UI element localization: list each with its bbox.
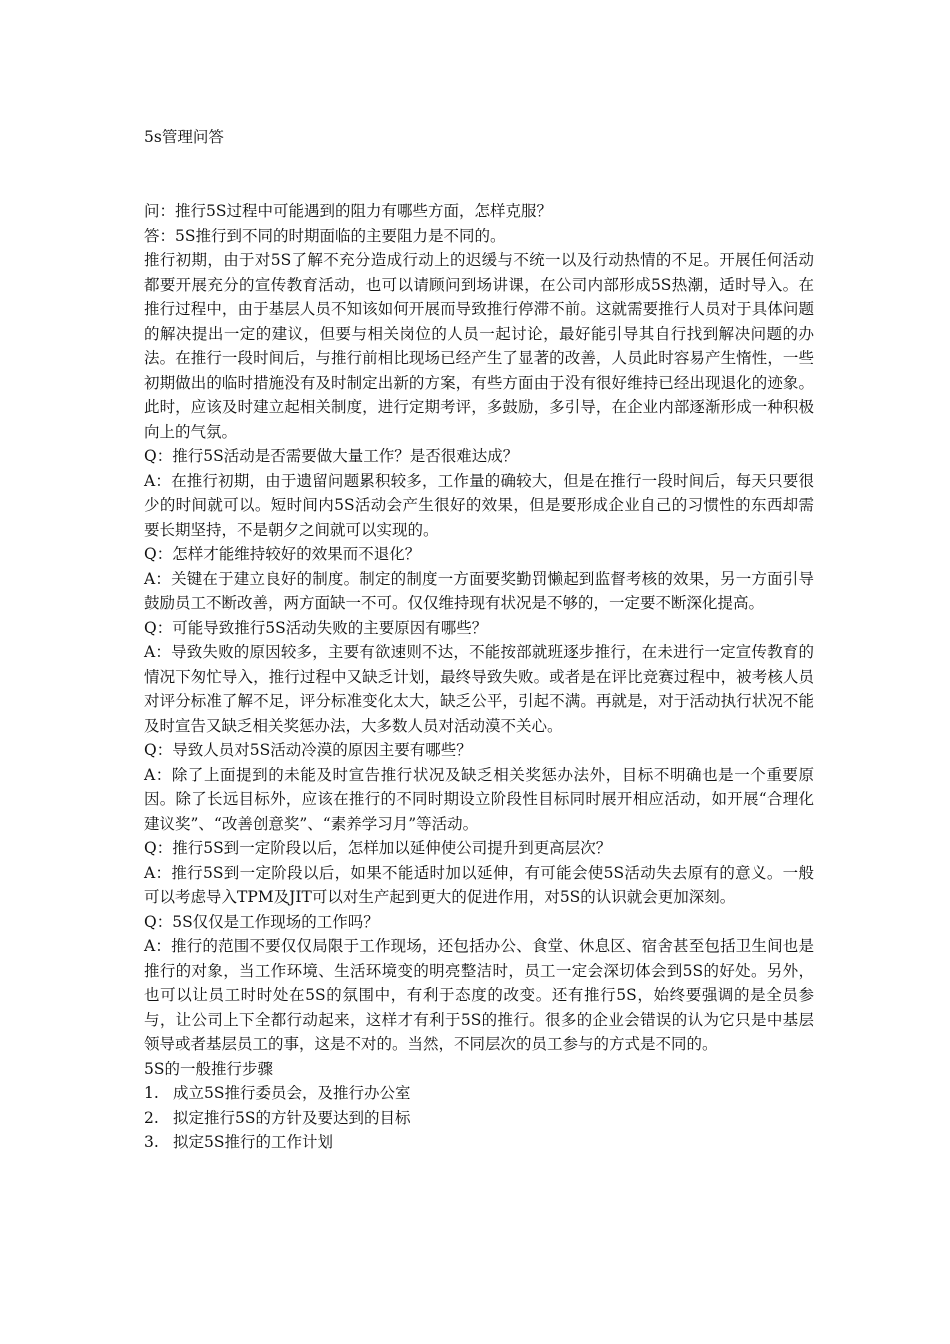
answer-paragraph: 推行初期，由于对5S了解不充分造成行动上的迟缓与不统一以及行动热情的不足。开展任何活动都要开展充分的宣传教育活动，也可以请顾问到场讲课，在公司内部形成5S热潮，适时导入。在推行过程中，由于基层人员不知该如何开展而导致推行停滞不前。这就需要推行人员对于具体问题的解决提出一定的建议，但要与相关岗位的人员一起讨论，最好能引导其自行找到解决问题的办法。在推行一段时间后，与推行前相比现场已经产生了显著的改善，人员此时容易产生惰性，一些初期做出的临时措施没有及时制定出新的方案，有些方面由于没有很好维持已经出现退化的迹象。此时，应该及时建立起相关制度，进行定期考评，多鼓励，多引导，在企业内部逐渐形成一种积极向上的气氛。 [144,251,814,441]
answer-paragraph: A：在推行初期，由于遗留问题累积较多，工作量的确较大，但是在推行一段时间后，每天只要很少的时间就可以。短时间内5S活动会产生很好的效果，但是要形成企业自己的习惯性的东西却需要长期坚持，不是朝夕之间就可以实现的。 [144,471,814,539]
steps-list [144,1081,814,1155]
step-item [144,1081,814,1106]
step-number: 2. [144,1108,159,1127]
question-paragraph: Q：怎样才能维持较好的效果而不退化？ [144,545,421,563]
question-paragraph: Q：可能导致推行5S活动失败的主要原因有哪些？ [144,618,488,637]
step-text: 成立5S推行委员会，及推行办公室 [173,1084,411,1102]
step-text: 拟定5S推行的工作计划 [173,1133,333,1151]
answer-paragraph: A：除了上面提到的未能及时宣告推行状况及缺乏相关奖惩办法外，目标不明确也是一个重要原因。除了长远目标外，应该在推行的不同时期设立阶段性目标同时展开相应活动，如开展“合理化建议奖”、“改善创意奖”、“素养学习月”等活动。 [144,765,814,833]
section-heading: 5S的一般推行步骤 [144,1059,273,1078]
question-paragraph: Q：5S仅仅是工作现场的工作吗？ [144,912,379,931]
question-paragraph: Q：推行5S活动是否需要做大量工作？是否很难达成？ [144,447,519,465]
answer-paragraph: A：推行5S到一定阶段以后，如果不能适时加以延伸，有可能会使5S活动失去原有的意义。一般可以考虑导入TPM及JIT可以对生产起到更大的促进作用，对5S的认识就会更加深刻。 [144,863,814,906]
question-paragraph: Q：导致人员对5S活动冷漠的原因主要有哪些？ [144,741,472,759]
document-title: 5s管理问答 [144,128,224,146]
document-body [144,199,814,1155]
question-paragraph: Q：推行5S到一定阶段以后，怎样加以延伸使公司提升到更高层次？ [144,839,612,857]
answer-paragraph: 答：5S推行到不同的时期面临的主要阻力是不同的。 [144,226,506,245]
step-text: 拟定推行5S的方针及要达到的目标 [173,1108,411,1127]
step-number: 1. [144,1084,159,1102]
answer-paragraph: A：关键在于建立良好的制度。制定的制度一方面要奖勤罚懒起到监督考核的效果，另一方面引导鼓励员工不断改善，两方面缺一不可。仅仅维持现有状况是不够的，一定要不断深化提高。 [144,569,814,612]
step-number: 3. [144,1133,159,1151]
step-item [144,1130,814,1155]
answer-paragraph: A：推行的范围不要仅仅局限于工作现场，还包括办公、食堂、休息区、宿舍甚至包括卫生间也是推行的对象，当工作环境、生活环境变的明亮整洁时，员工一定会深切体会到5S的好处。另外，也可以让员工时时处在5S的氛围中，有利于态度的改变。还有推行5S，始终要强调的是全员参与，让公司上下全都行动起来，这样才有利于5S的推行。很多的企业会错误的认为它只是中基层领导或者基层员工的事，这是不对的。当然，不同层次的员工参与的方式是不同的。 [144,937,814,1053]
question-paragraph: 问：推行5S过程中可能遇到的阻力有哪些方面，怎样克服？ [144,202,552,220]
step-item [144,1106,814,1131]
answer-paragraph: A：导致失败的原因较多，主要有欲速则不达，不能按部就班逐步推行，在未进行一定宣传教育的情况下匆忙导入，推行过程中又缺乏计划，最终导致失败。或者是在评比竞赛过程中，被考核人员对评分标准了解不足，评分标准变化太大，缺乏公平，引起不满。再就是，对于活动执行状况不能及时宣告又缺乏相关奖惩办法，大多数人员对活动漠不关心。 [144,643,814,735]
